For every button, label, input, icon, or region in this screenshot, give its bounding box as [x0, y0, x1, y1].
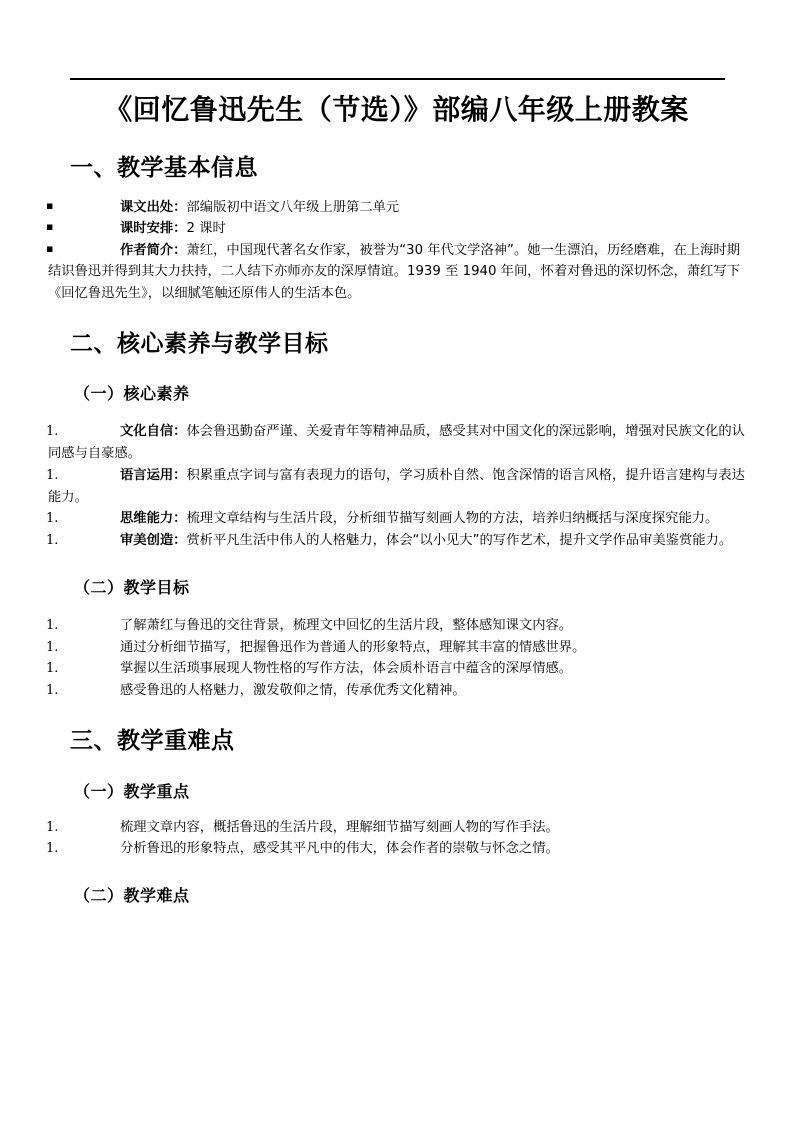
list-item-label: 课文出处： [120, 199, 187, 215]
list-item [0, 658, 793, 680]
list-marker: 1. [46, 683, 59, 699]
list-marker: 1. [46, 819, 59, 835]
list-marker: 1. [46, 533, 59, 549]
subsection-heading-core-literacy: （一）核心素养 [74, 384, 190, 404]
list-item-text: 体会鲁迅勤奋严谨、关爱青年等精神品质，感受其对中国文化的深远影响，增强对民族文化的认同感与自豪感。 [48, 424, 745, 461]
list-item [0, 637, 793, 659]
header-divider [70, 78, 725, 80]
core-literacy-list [0, 421, 793, 552]
list-item [0, 817, 793, 839]
list-item-text: 通过分析细节描写，把握鲁迅作为普通人的形象特点，理解其丰富的情感世界。 [120, 639, 586, 655]
list-item-label: 语言运用： [120, 467, 187, 483]
key-points-list [0, 817, 793, 861]
list-item-label: 课时安排： [120, 221, 187, 237]
list-marker: 1. [46, 617, 59, 633]
list-item-text: 感受鲁迅的人格魅力，激发敬仰之情，传承优秀文化精神。 [120, 683, 466, 699]
list-item [0, 615, 793, 637]
list-item [0, 218, 793, 240]
list-item-label: 思维能力： [120, 511, 187, 527]
list-item-text: 2 课时 [186, 221, 226, 237]
teaching-goals-list [0, 615, 793, 702]
list-item-text: 分析鲁迅的形象特点，感受其平凡中的伟大，体会作者的崇敬与怀念之情。 [120, 841, 559, 857]
list-item-label: 审美创造： [120, 533, 187, 549]
document-content [0, 92, 793, 907]
subsection-heading-key-points: （一）教学重点 [74, 781, 190, 801]
basic-info-list [0, 197, 793, 305]
list-marker: 1. [46, 639, 59, 655]
page-title: 《回忆鲁迅先生（节选）》部编八年级上册教案 [104, 93, 689, 126]
list-marker: 1. [46, 424, 59, 440]
subsection-heading-teaching-goals: （二）教学目标 [74, 577, 190, 597]
bullet-icon: ▪ [46, 198, 54, 212]
list-item [0, 421, 793, 465]
list-item [0, 530, 793, 552]
list-item-text: 了解萧红与鲁迅的交往背景，梳理文中回忆的生活片段，整体感知课文内容。 [120, 617, 573, 633]
list-item-label: 作者简介： [120, 242, 187, 258]
list-marker: 1. [46, 467, 59, 483]
section-heading-literacy-goals: 二、核心素养与教学目标 [70, 329, 329, 357]
list-item [0, 508, 793, 530]
list-item-text: 积累重点字词与富有表现力的语句，学习质朴自然、饱含深情的语言风格，提升语言建构与表达能力。 [48, 467, 745, 505]
section-heading-basic-info: 一、教学基本信息 [70, 153, 258, 181]
bullet-icon: ▪ [46, 241, 54, 255]
list-item-label: 文化自信： [120, 424, 187, 440]
list-item-text: 梳理文章结构与生活片段，分析细节描写刻画人物的方法，培养归纳概括与深度探究能力。 [186, 511, 719, 527]
section-heading-key-difficulties: 三、教学重难点 [70, 726, 235, 754]
list-marker: 1. [46, 841, 59, 857]
list-item [0, 680, 793, 702]
list-marker: 1. [46, 661, 59, 677]
list-item-text: 部编版初中语文八年级上册第二单元 [186, 199, 400, 215]
list-item-text: 萧红，中国现代著名女作家，被誉为“30 年代文学洛神”。她一生漂泊，历经磨难，在上海时期结识鲁迅并得到其大力扶持，二人结下亦师亦友的深厚情谊。1939 至 1940 年间，怀着对鲁迅的深切怀念，萧红写下《回忆鲁迅先生》，以细腻笔触还原伟人的生活本色。 [48, 242, 741, 301]
list-item-text: 梳理文章内容，概括鲁迅的生活片段，理解细节描写刻画人物的写作手法。 [120, 819, 559, 835]
list-item [0, 197, 793, 219]
list-marker: 1. [46, 511, 59, 527]
list-item [0, 838, 793, 860]
list-item [0, 465, 793, 509]
list-item-text: 赏析平凡生活中伟人的人格魅力，体会“以小见大”的写作艺术，提升文学作品审美鉴赏能力。 [186, 533, 733, 549]
bullet-icon: ▪ [46, 220, 54, 234]
subsection-heading-difficult-points: （二）教学难点 [74, 886, 190, 906]
list-item [0, 240, 793, 305]
list-item-text: 掌握以生活琐事展现人物性格的写作方法，体会质朴语言中蕴含的深厚情感。 [120, 661, 573, 677]
